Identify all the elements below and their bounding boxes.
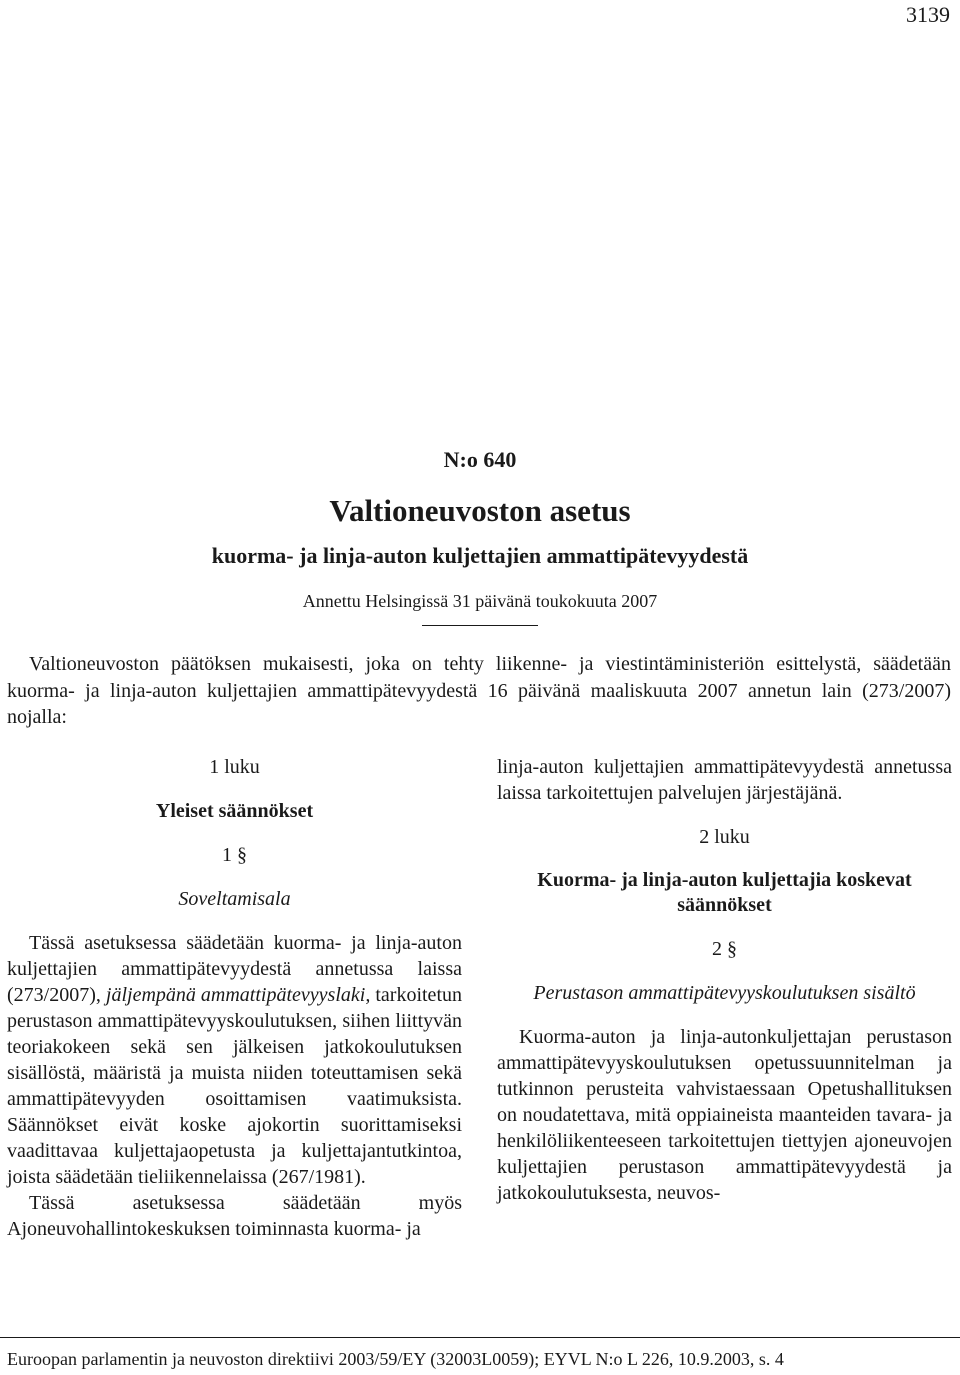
right-column [497, 754, 952, 1206]
section-1-p1-text-a: Tässä asetuksessa säädetään kuorma- ja linja-auton kuljettajien ammattipätevyydestä annetussa laissa (273/2007), [7, 932, 462, 1006]
footnote: Euroopan parlamentin ja neuvoston direktiivi 2003/59/EY (32003L0059); EYVL N:o L 226, 10.9.2003, s. 4 [7, 1349, 784, 1369]
section-1-label: 1 § [222, 844, 247, 866]
document-title: Valtioneuvoston asetus [329, 493, 631, 528]
document-subtitle: kuorma- ja linja-auton kuljettajien ammattipätevyydestä [211, 543, 749, 568]
preamble-text: Valtioneuvoston päätöksen mukaisesti, joka on tehty liikenne- ja viestintäministeriön esittelystä, säädetään kuorma- ja linja-auton kuljettajien ammattipätevyydestä 16 päivänä maaliskuuta 2007 annetun lain (273/2007) nojalla: [7, 653, 951, 728]
section-1-paragraph-1 [7, 930, 462, 1190]
section-1-title: Soveltamisala [178, 888, 291, 910]
section-1-paragraph-2: Tässä asetuksessa säädetään myös Ajoneuvohallintokeskuksen toiminnasta kuorma- ja [7, 1192, 462, 1240]
chapter-2-title: Kuorma- ja linja-auton kuljettajia koskevat säännökset [537, 869, 912, 916]
section-2-paragraph: Kuorma-auton ja linja-autonkuljettajan perustason ammattipätevyyskoulutuksen opetussuunnitelman ja tutkinnon perusteita vahvistaessaan Opetushallituksen on noudatettava, mitä oppiaineista maanteiden tavara- ja henkilöliikenteeseen tarkoitettujen tiettyjen ajoneuvojen kuljettajien perustason ammattipätevyydestä ja jatkokoulutuksesta, neuvos- [497, 1026, 952, 1204]
section-1-p1-text-b: tarkoitetun perustason ammattipätevyyskoulutuksen, siihen liittyvän teoriakokeen sekä sen jälkeisen jatkokoulutuksen sisällöstä, määristä ja muista niiden toteuttamisen sekä ammattipätevyyden osoittamisen vaatimuksista. Säännökset eivät koske ajokortin suorittamiseksi vaadittavaa kuljettajaopetusta ja kuljettajantutkintoa, joista säädetään tieliikennelaissa (267/1981). [7, 984, 462, 1188]
page-number: 3139 [906, 2, 950, 27]
chapter-2-label: 2 luku [699, 826, 750, 848]
preamble [7, 651, 951, 731]
section-1-p1-italic-term: jäljempänä ammattipätevyyslaki, [105, 984, 371, 1006]
section-2-label: 2 § [712, 938, 737, 960]
footnote-divider [0, 1337, 960, 1338]
section-2-title: Perustason ammattipätevyyskoulutuksen sisältö [533, 982, 916, 1004]
chapter-1-label: 1 luku [209, 756, 260, 778]
statute-number: N:o 640 [443, 447, 517, 472]
title-divider [422, 625, 538, 626]
chapter-1-title: Yleiset säännökset [155, 800, 314, 822]
continuation-text: linja-auton kuljettajien ammattipätevyydestä annetussa laissa tarkoitettujen palvelujen järjestäjänä. [497, 756, 952, 804]
left-column [7, 754, 462, 1242]
issued-date: Annettu Helsingissä 31 päivänä toukokuuta 2007 [302, 591, 658, 611]
